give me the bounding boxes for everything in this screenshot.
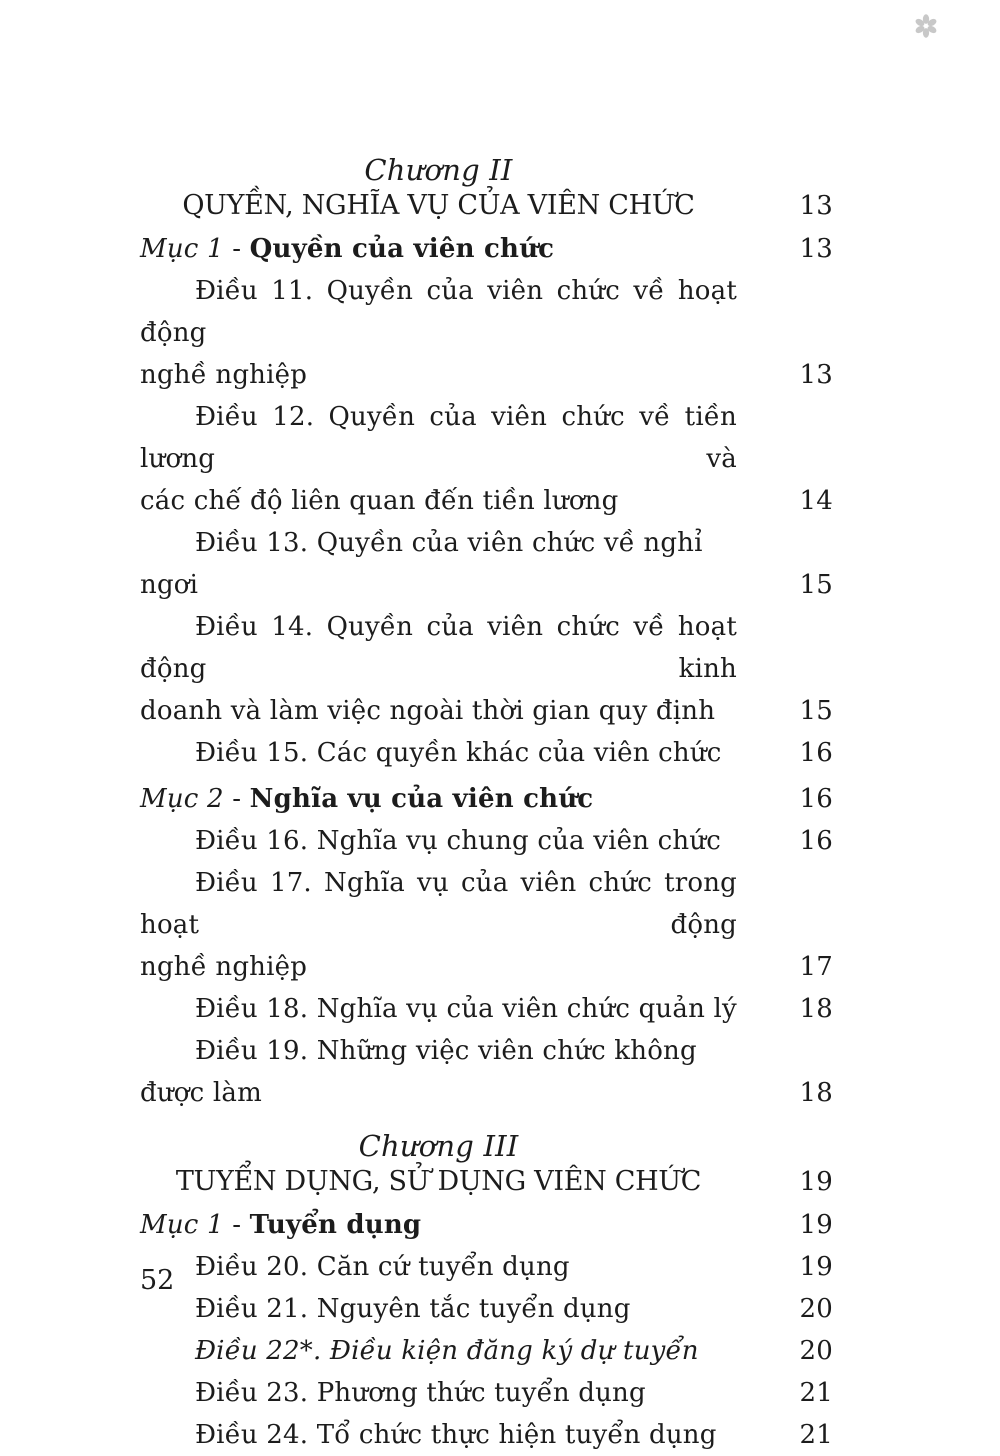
article-entry-text [140,820,737,862]
article-entry-line: doanh và làm việc ngoài thời gian quy định [140,696,716,726]
toc-article-row [140,862,833,988]
toc-article-row [140,732,833,774]
toc-article-row [140,1246,833,1288]
toc-section-row [140,228,833,270]
article-entry-text [140,606,737,732]
toc-page-number: 15 [799,696,833,726]
chapter-label-text: Chương II [364,153,513,187]
toc-article-row [140,270,833,396]
article-entry-text [140,862,737,988]
section-separator: - [223,1210,250,1240]
toc-page-number: 20 [799,1336,833,1366]
article-entry-line: Điều 22*. Điều kiện đăng ký dự tuyển [195,1336,699,1366]
toc-article-row [140,396,833,522]
toc-chapter-label-row [140,152,833,188]
article-entry-text [140,522,737,606]
article-entry-line: Điều 24. Tổ chức thực hiện tuyển dụng [195,1420,717,1450]
article-entry-text [140,396,737,522]
section-prefix: Mục 2 [140,784,224,814]
article-entry-text [140,1246,737,1288]
section-title: Tuyển dụng [249,1210,422,1240]
article-entry-text [140,1414,737,1456]
article-entry-line: Điều 16. Nghĩa vụ chung của viên chức [195,826,722,856]
article-entry-line: Điều 18. Nghĩa vụ của viên chức quản lý [195,994,737,1024]
article-entry-line: Điều 15. Các quyền khác của viên chức [195,738,722,768]
toc-article-row [140,988,833,1030]
toc-page-number: 14 [799,486,833,516]
toc-page-number: 21 [799,1420,833,1450]
article-entry-line: Điều 12. Quyền của viên chức về tiền lương và [140,402,737,474]
toc-page-number: 16 [799,826,833,856]
section-entry-text [140,1204,737,1246]
toc-section-row [140,1204,833,1246]
section-entry-text [140,228,737,270]
chapter-label-text: Chương III [358,1129,519,1163]
toc-chapter-title-row [140,1164,833,1200]
section-separator: - [223,784,250,814]
article-entry-text [140,1372,737,1414]
toc-section-row [140,778,833,820]
toc-article-row [140,1372,833,1414]
toc-page-number: 18 [799,1078,833,1108]
footer-page-number: 52 [140,1265,175,1296]
article-entry-line: Điều 11. Quyền của viên chức về hoạt động [140,276,737,348]
toc-chapter-label-row [140,1128,833,1164]
toc-page-number: 18 [799,994,833,1024]
toc-page-number: 16 [799,784,833,814]
article-entry-line: Điều 19. Những việc viên chức không được làm [140,1036,697,1108]
chapter-title-text: QUYỀN, NGHĨA VỤ CỦA VIÊN CHỨC [182,190,695,221]
toc-article-row [140,1288,833,1330]
article-entry-text [140,1030,737,1114]
article-entry-line: Điều 13. Quyền của viên chức về nghỉ ngơi [140,528,703,600]
article-entry-line: Điều 23. Phương thức tuyển dụng [195,1378,646,1408]
article-entry-line: nghề nghiệp [140,360,308,390]
article-entry-line: các chế độ liên quan đến tiền lương [140,486,619,516]
toc-page-number: 16 [799,738,833,768]
section-entry-text [140,778,737,820]
article-entry-text [140,1330,737,1372]
toc-page-number: 20 [799,1294,833,1324]
section-title: Quyền của viên chức [249,234,555,264]
chapter-title-text: TUYỂN DỤNG, SỬ DỤNG VIÊN CHỨC [175,1166,702,1197]
toc-page-number: 19 [799,1210,833,1240]
toc-page-number: 19 [799,1252,833,1282]
article-entry-line: Điều 21. Nguyên tắc tuyển dụng [195,1294,631,1324]
article-entry-line: Điều 14. Quyền của viên chức về hoạt động kinh [140,612,737,684]
toc-page-number: 13 [799,234,833,264]
toc-article-row [140,820,833,862]
toc-page-number: 15 [799,570,833,600]
toc-page-number: 13 [799,191,833,221]
article-entry-text [140,732,737,774]
toc-article-row [140,1030,833,1114]
toc-page-number: 19 [799,1167,833,1197]
toc-article-row [140,1414,833,1456]
section-prefix: Mục 1 [140,1210,224,1240]
article-entry-text [140,1288,737,1330]
article-entry-line: nghề nghiệp [140,952,308,982]
toc-page-number: 13 [799,360,833,390]
section-title: Nghĩa vụ của viên chức [249,784,594,814]
toc-article-row [140,522,833,606]
article-entry-text [140,270,737,396]
toc-article-row [140,606,833,732]
toc-article-row [140,1330,833,1372]
article-entry-line: Điều 17. Nghĩa vụ của viên chức trong hoạt động [140,868,737,940]
toc-chapter-title-row [140,188,833,224]
toc-page-number: 21 [799,1378,833,1408]
section-separator: - [223,234,250,264]
article-entry-line: Điều 20. Căn cứ tuyển dụng [195,1252,570,1282]
article-entry-text [140,988,737,1030]
section-prefix: Mục 1 [140,234,224,264]
toc-page-number: 17 [799,952,833,982]
